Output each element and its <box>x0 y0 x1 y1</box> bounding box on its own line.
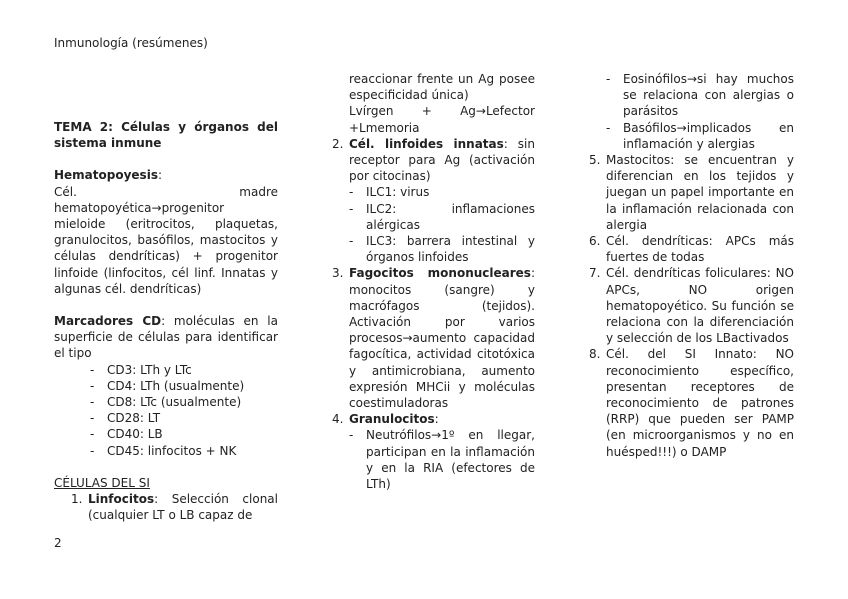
list-item-mastocitos: 5. Mastocitos: se encuentran y diferencian en los tejidos y juegan un papel importante en la inflamación relacionada con alergia <box>589 153 794 232</box>
cells-section-title: CÉLULAS DEL SI <box>54 475 150 490</box>
list-item-fagocitos: 3. Fagocitos mononucleares: monocitos (sangre) y macrófagos (tejidos). Activación por varios procesos→aumento capacidad fagocítica, actividad citotóxica y antimicrobiana, aumento expresión MHCii y moléculas coestimuladoras <box>332 266 535 411</box>
list-item: - ILC1: virus <box>349 184 535 200</box>
list-item-granulocitos: 4. Granulocitos: <box>332 412 439 427</box>
linfocitos-continued: reaccionar frente un Ag posee especificidad única) <box>349 72 535 103</box>
column-1 <box>54 119 278 523</box>
list-item: - Basófilos→implicados en inflamación y alergias <box>606 120 794 152</box>
list-item-linfocitos: 1. Linfocitos: Selección clonal (cualquier LT o LB capaz de <box>71 492 278 523</box>
column-3 <box>589 71 794 460</box>
list-item: - Neutrófilos→1º en llegar, participan en la inflamación y en la RIA (efectores de LTh) <box>349 427 535 492</box>
page-number: 2 <box>54 536 62 550</box>
list-item: - Eosinófilos→si hay muchos se relaciona con alergias o parásitos <box>606 71 794 120</box>
column-2 <box>332 71 535 492</box>
list-item: - ILC3: barrera intestinal y órganos linfoides <box>349 233 535 265</box>
list-item-si-innato: 8. Cél. del SI Innato: NO reconocimiento específico, presentan receptores de reconocimiento de patrones (RRP) que pueden ser PAMP (en microorganismos y no en huésped!!!) o DAMP <box>589 347 794 459</box>
tema-title: TEMA 2: Células y órganos del sistema inmune <box>54 120 278 151</box>
list-item-dendriticas: 6. Cél. dendríticas: APCs más fuertes de todas <box>589 234 794 265</box>
list-item: - CD28: LT <box>90 410 278 426</box>
linfocitos-formula: Lvírgen + Ag→Lefector +Lmemoria <box>349 104 535 135</box>
list-item: - CD40: LB <box>90 426 278 442</box>
list-item-linfoides-innatas: 2. Cél. linfoides innatas: sin receptor para Ag (activación por citocinas) <box>332 136 535 184</box>
marcadores-paragraph: Marcadores CD: moléculas en la superficie de células para identificar el tipo <box>54 314 278 361</box>
list-item: - ILC2: inflamaciones alérgicas <box>349 201 535 233</box>
hematopoyesis-text: Cél. madre hematopoyética→progenitor mieloide (eritrocitos, plaquetas, granulocitos, basófilos, mastocitos y células dendríticas) + progenitor linfoide (linfocitos, cél linf. Innatas y algunas cél. dendríticas) <box>54 184 278 296</box>
cd-list <box>90 362 278 459</box>
page-header: Inmunología (resúmenes) <box>54 36 208 50</box>
granulocitos-list <box>349 427 535 492</box>
list-item: - CD4: LTh (usualmente) <box>90 378 278 394</box>
list-item: - CD8: LTc (usualmente) <box>90 394 278 410</box>
list-item-dendriticas-foliculares: 7. Cél. dendríticas foliculares: NO APCs, NO origen hematopoyético. Su función se relaciona con la diferenciación y selección de los LBactivados <box>589 266 794 346</box>
list-item: - CD45: linfocitos + NK <box>90 443 278 459</box>
hematopoyesis-title: Hematopoyesis: <box>54 168 163 183</box>
granulocitos-list-continued <box>606 71 794 152</box>
ilc-list <box>349 184 535 265</box>
list-item: - CD3: LTh y LTc <box>90 362 278 378</box>
